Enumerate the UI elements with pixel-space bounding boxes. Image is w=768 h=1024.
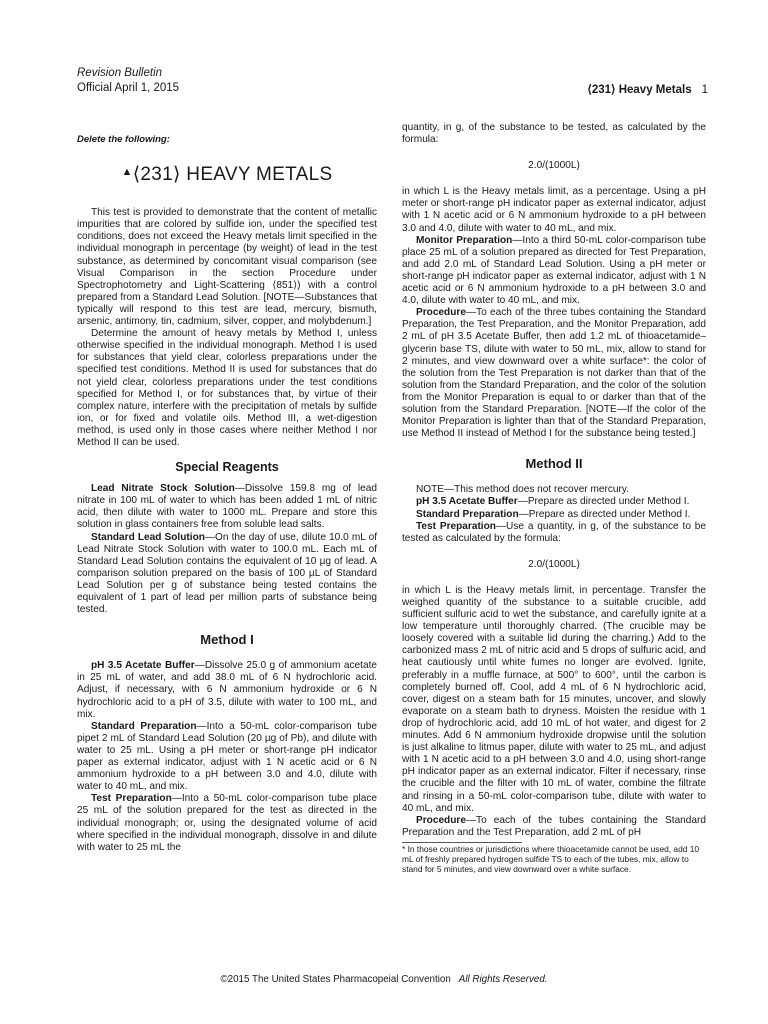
paragraph-monitor-preparation: [402, 235, 706, 308]
right-column: [402, 122, 706, 874]
run-in-heading: Standard Lead Solution: [91, 531, 205, 543]
page-number: 1: [701, 84, 708, 96]
paragraph-text: —On the day of use, dilute 10.0 mL of Lead Nitrate Stock Solution with water to 100.0 mL. Each mL of Standard Lead Solution contains the equivalent of 10 µg of lead. A comparison solution prepared on the basis of 100 µL of Standard Lead Solution per g of substance being tested contains the equivalent of 1 part of lead per million parts of substance being tested.: [77, 531, 378, 616]
paragraph-m2-procedure: [402, 815, 706, 839]
paragraph-text: —Into a third 50-mL color-comparison tube place 25 mL of a solution prepared as directed for Test Preparation, and add 2.0 mL of Standard Lead Solution. Using a pH meter or short-range pH indicator paper as external indicator, adjust with 1 N acetic acid or 6 N ammonium hydroxide to a pH between 3.0 and 4.0, dilute with water to 40 mL, and mix.: [402, 234, 706, 307]
delete-instruction: Delete the following:: [77, 134, 170, 145]
run-in-heading: Lead Nitrate Stock Solution: [91, 483, 235, 495]
run-in-heading: Test Preparation: [91, 793, 172, 805]
paragraph-standard-lead-solution: [77, 532, 377, 617]
run-in-heading: Procedure: [416, 307, 466, 319]
note-method-2: NOTE—This method does not recover mercury.: [416, 484, 629, 496]
run-in-heading: pH 3.5 Acetate Buffer: [416, 496, 518, 508]
copyright-text: ©2015 The United States Pharmacopeial Convention: [220, 974, 451, 985]
section-heading-method-2: Method II: [525, 456, 583, 472]
paragraph-text: —Dissolve 25.0 g of ammonium acetate in 25 mL of water, and add 38.0 mL of 6 N hydrochloric acid. Adjust, if necessary, with 6 N ammonium hydroxide or 6 N hydrochloric acid to a pH of 3.5, dilute with water to 100 mL, and mix.: [77, 660, 378, 720]
intro-paragraph-1: This test is provided to demonstrate that the content of metallic impurities that are colored by sulfide ion, under the specified test conditions, does not exceed the Heavy metals limit specified in the individual monograph in percentage (by weight) of lead in the test substance, as determined by concomitant visual comparison (see Visual Comparison in the section Procedure under Spectrophotometry and Light-Scattering ⟨851⟩) with a control prepared from a Standard Lead Solution. [NOTE—Substances that typically will respond to this test are lead, mercury, bismuth, arsenic, antimony, tin, cadmium, silver, copper, and molybdenum.]: [77, 207, 377, 328]
running-header-right: [587, 82, 708, 96]
paragraph-m1-acetate-buffer: [77, 660, 377, 720]
footnote: * In those countries or jurisdictions where thioacetamide cannot be used, add 10 mL of freshly prepared hydrogen sulfide TS to each of the tubes, mix, allow to stand for 5 minutes, and view downward over a white surface.: [402, 843, 700, 874]
chapter-title: ⟨231⟩ Heavy Metals: [587, 84, 692, 96]
paragraph-m2-standard-preparation: [402, 509, 706, 521]
run-in-heading: Test Preparation: [416, 520, 496, 532]
continued-paragraph-3: in which L is the Heavy metals limit, in percentage. Transfer the weighed quantity of the substance to a suitable crucible, add sufficient sulfuric acid to wet the substance, and carefully ignite at a low temperature until thoroughly charred. (The crucible may be loosely covered with a suitable lid during the charring.) Add to the carbonized mass 2 mL of nitric acid and 5 drops of sulfuric acid, and heat cautiously until white fumes no longer are evolved. Ignite, preferably in a muffle furnace, at 500° to 600°, until the carbon is completely burned off. Cool, add 4 mL of 6 N hydrochloric acid, cover, digest on a steam bath for 15 minutes, uncover, and slowly evaporate on a steam bath to dryness. Moisten the residue with 1 drop of hydrochloric acid, add 10 mL of hot water, and digest for 2 minutes. Add 6 N ammonium hydroxide dropwise until the solution is just alkaline to litmus paper, dilute with water to 25 mL, and adjust with 1 N acetic acid to a pH between 3.0 and 4.0, using short-range pH indicator paper as an external indicator. Filter if necessary, rinse the crucible and the filter with 10 mL of water, combine the filtrate and rinsing in a 50-mL color-comparison tube, dilute with water to 40 mL, and mix.: [402, 584, 706, 814]
paragraph-text: —To each of the tubes containing the Standard Preparation and the Test Preparation, add 2 mL of pH: [402, 814, 706, 838]
page-footer: [0, 974, 768, 985]
bulletin-label: Revision Bulletin: [77, 67, 163, 79]
run-in-heading: pH 3.5 Acetate Buffer: [91, 660, 195, 672]
paragraph-text: —Use a quantity, in g, of the substance to be tested as calculated by the formula:: [402, 520, 707, 544]
run-in-heading: Standard Preparation: [91, 720, 197, 732]
formula: 2.0/(1000L): [528, 160, 580, 172]
delete-triangle-icon: ▲: [121, 166, 133, 179]
section-heading-special-reagents: Special Reagents: [175, 460, 279, 475]
left-column: [77, 120, 377, 854]
official-date: Official April 1, 2015: [77, 82, 180, 94]
rights-text: All Rights Reserved.: [458, 974, 548, 985]
paragraph-text: —To each of the three tubes containing the Standard Preparation, the Test Preparation, and the Monitor Preparation, add 2 mL of pH 3.5 Acetate Buffer, then add 1.2 mL of thioacetamide–glycerin base TS, dilute with water to 50 mL, mix, allow to stand for 2 minutes, and view downward over a white surface*: the color of the solution from the Test Preparation is not darker than that of the solution from the Standard Preparation, and the color of the solution from the Monitor Preparation is equal to or darker than that of the solution from the Standard Preparation. [NOTE—If the color of the Monitor Preparation is lighter than that of the Standard Preparation, use Method II instead of Method I for the substance being tested.]: [402, 307, 706, 440]
continued-paragraph-2: in which L is the Heavy metals limit, as a percentage. Using a pH meter or short-range pH indicator paper as external indicator, adjust with 1 N acetic acid or 6 N ammonium hydroxide to a pH between 3.0 and 4.0, dilute with water to 40 mL, and mix.: [402, 186, 706, 234]
continued-paragraph: quantity, in g, of the substance to be tested, as calculated by the formula:: [402, 122, 706, 146]
intro-paragraph-2: Determine the amount of heavy metals by Method I, unless otherwise specified in the individual monograph. Method I is used for substances that yield clear, colorless preparations under the specified test conditions. Method II is used for substances that do not yield clear, colorless preparations under the test conditions specified for Method I, or for substances that, by virtue of their complex nature, interfere with the precipitation of metals by sulfide ion, or for fixed and volatile oils. Method III, a wet-digestion method, is used only in those cases where neither Method I nor Method II can be used.: [77, 328, 377, 448]
run-in-heading: Procedure: [416, 814, 466, 826]
run-in-heading: Monitor Preparation: [416, 234, 513, 246]
paragraph-m1-test-preparation: [77, 793, 377, 853]
formula-2: 2.0/(1000L): [528, 558, 580, 570]
footnote-rule: [402, 842, 522, 843]
paragraph-text: —Prepare as directed under Method I.: [518, 508, 691, 520]
paragraph-m2-test-preparation: [402, 521, 706, 545]
paragraph-text: —Prepare as directed under Method I.: [517, 496, 690, 508]
paragraph-text: —Into a 50-mL color-comparison tube place 25 mL of the solution prepared for the test as directed in the individual monograph; or, using the designated volume of acid where specified in the individual monograph, dissolve in and dilute with water to 25 mL the: [77, 793, 378, 853]
running-header-left: [77, 66, 179, 96]
paragraph-m2-acetate-buffer: [402, 496, 706, 508]
paragraph-m1-standard-preparation: [77, 721, 377, 794]
paragraph-text: —Into a 50-mL color-comparison tube pipet 2 mL of Standard Lead Solution (20 µg of Pb), and dilute with water to 25 mL. Using a pH meter or short-range pH indicator paper as external indicator, adjust with 1 N acetic acid or 6 N ammonium hydroxide to a pH between 3.0 and 4.0, dilute with water to 40 mL, and mix.: [77, 720, 377, 793]
paragraph-m1-procedure: [402, 307, 706, 440]
run-in-heading: Standard Preparation: [416, 508, 519, 520]
paragraph-lead-nitrate-stock: [77, 483, 377, 531]
section-heading-method-1: Method I: [200, 632, 254, 648]
chapter-heading-text: ⟨231⟩ HEAVY METALS: [132, 164, 333, 186]
paragraph-text: —Dissolve 159.8 mg of lead nitrate in 100 mL of water to which has been added 1 mL of nitric acid, then dilute with water to 1000 mL. Prepare and store this solution in glass containers free from soluble lead salts.: [77, 483, 377, 531]
chapter-heading: [77, 164, 377, 186]
